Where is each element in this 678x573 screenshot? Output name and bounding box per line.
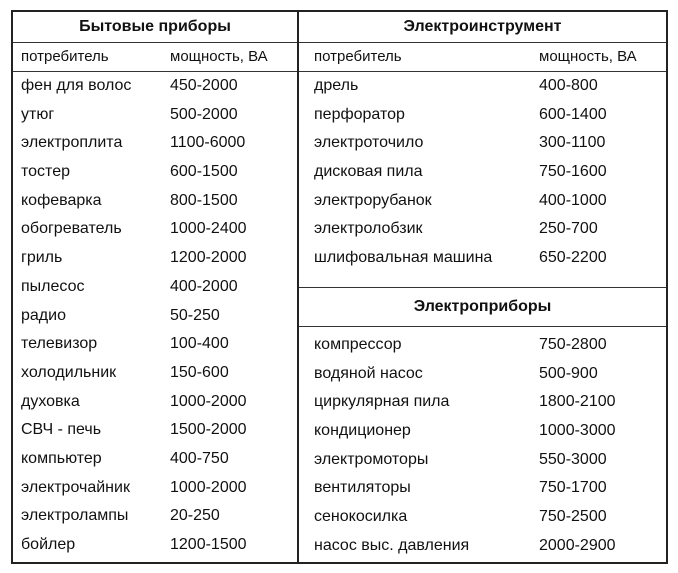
table-row: [299, 331, 666, 360]
consumer-name: электромоторы: [314, 450, 429, 468]
power-value: 1100-6000: [170, 134, 246, 152]
consumer-name: сенокосилка: [314, 508, 408, 526]
table-row: [299, 532, 666, 561]
table-row: [13, 302, 297, 331]
consumer-name: радио: [21, 306, 66, 324]
table-row: [299, 158, 666, 187]
consumer-name: компьютер: [21, 449, 102, 467]
power-value: 1000-3000: [539, 422, 616, 440]
consumer-name: фен для волос: [21, 77, 132, 94]
table-row: [299, 474, 666, 503]
consumer-name: компрессор: [314, 336, 402, 353]
power-value: 1000-2400: [170, 220, 247, 238]
consumer-name: электроплита: [21, 134, 123, 152]
power-value: 750-2800: [539, 336, 607, 353]
power-value: 400-800: [539, 77, 598, 94]
power-value: 1500-2000: [170, 421, 247, 439]
consumer-name: телевизор: [21, 335, 98, 353]
table-row: [299, 101, 666, 130]
table-row: [13, 273, 297, 302]
table-row: [13, 330, 297, 359]
power-value: 250-700: [539, 220, 598, 238]
tools-rows: [299, 72, 666, 273]
power-value: 300-1100: [539, 134, 606, 152]
table-row: [13, 445, 297, 474]
consumer-name: электрочайник: [21, 478, 130, 496]
table-row: [13, 474, 297, 503]
power-value: 1000-2000: [170, 392, 247, 410]
tools-title: Электроинструмент: [299, 12, 666, 43]
consumer-name: дрель: [314, 77, 359, 94]
power-value: 1200-2000: [170, 249, 247, 267]
power-value: 400-1000: [539, 191, 607, 209]
consumer-name: бойлер: [21, 536, 76, 553]
consumer-name: холодильник: [21, 363, 117, 381]
table-row: [13, 129, 297, 158]
table-row: [299, 503, 666, 532]
power-value: 50-250: [170, 306, 220, 324]
power-table: [11, 10, 668, 564]
tools-consumer-header: потребитель: [314, 48, 402, 65]
consumer-name: дисковая пила: [314, 163, 423, 181]
table-row: [13, 531, 297, 560]
power-value: 500-900: [539, 364, 598, 382]
household-title: Бытовые приборы: [13, 12, 297, 43]
power-value: 150-600: [170, 363, 229, 381]
power-value: 650-2200: [539, 249, 607, 267]
table-row: [13, 388, 297, 417]
appliances-title: Электроприборы: [299, 288, 666, 327]
table-row: [13, 187, 297, 216]
power-value: 550-3000: [539, 450, 607, 468]
power-value: 750-1700: [539, 479, 607, 497]
table-row: [299, 187, 666, 216]
table-row: [299, 417, 666, 446]
consumer-name: СВЧ - печь: [21, 421, 102, 439]
table-row: [299, 72, 666, 101]
power-value: 450-2000: [170, 77, 238, 94]
household-rows: [13, 72, 297, 560]
table-row: [299, 244, 666, 273]
household-column-header: [13, 43, 297, 72]
consumer-name: шлифовальная машина: [314, 249, 493, 267]
power-value: 600-1500: [170, 163, 238, 181]
household-section: [13, 12, 299, 562]
tools-column-header: [299, 43, 666, 72]
consumer-name: электрорубанок: [314, 191, 432, 209]
table-row: [13, 416, 297, 445]
household-power-header: мощность, ВА: [170, 48, 268, 65]
table-row: [299, 360, 666, 389]
table-row: [13, 158, 297, 187]
power-value: 400-2000: [170, 277, 238, 295]
table-row: [13, 101, 297, 130]
tools-power-header: мощность, ВА: [539, 48, 637, 65]
power-value: 500-2000: [170, 105, 238, 123]
consumer-name: гриль: [21, 249, 63, 267]
table-row: [13, 359, 297, 388]
table-row: [299, 215, 666, 244]
table-row: [13, 72, 297, 101]
power-value: 750-2500: [539, 508, 607, 526]
consumer-name: электролобзик: [314, 220, 423, 238]
consumer-name: кофеварка: [21, 191, 102, 209]
appliances-section: [299, 287, 666, 561]
power-value: 2000-2900: [539, 536, 616, 554]
table-row: [13, 502, 297, 531]
consumer-name: водяной насос: [314, 364, 423, 382]
table-row: [299, 446, 666, 475]
power-value: 750-1600: [539, 163, 607, 181]
household-consumer-header: потребитель: [21, 48, 109, 65]
power-value: 20-250: [170, 507, 220, 525]
consumer-name: электролампы: [21, 507, 129, 525]
power-value: 1200-1500: [170, 536, 247, 553]
table-row: [13, 215, 297, 244]
consumer-name: духовка: [21, 392, 80, 410]
power-value: 1800-2100: [539, 393, 616, 411]
power-value: 100-400: [170, 335, 229, 353]
consumer-name: циркулярная пила: [314, 393, 450, 411]
table-row: [13, 244, 297, 273]
appliances-rows: [299, 327, 666, 561]
tools-section: [299, 12, 666, 273]
table-row: [299, 129, 666, 158]
consumer-name: вентиляторы: [314, 479, 411, 497]
table-row: [299, 388, 666, 417]
consumer-name: насос выс. давления: [314, 536, 470, 554]
consumer-name: электроточило: [314, 134, 424, 152]
power-value: 800-1500: [170, 191, 238, 209]
consumer-name: пылесос: [21, 277, 85, 295]
consumer-name: перфоратор: [314, 105, 405, 123]
power-value: 600-1400: [539, 105, 607, 123]
power-value: 1000-2000: [170, 478, 247, 496]
consumer-name: утюг: [21, 105, 55, 123]
consumer-name: тостер: [21, 163, 70, 181]
power-value: 400-750: [170, 449, 229, 467]
consumer-name: обогреватель: [21, 220, 122, 238]
right-column: [299, 12, 666, 562]
consumer-name: кондиционер: [314, 422, 411, 440]
